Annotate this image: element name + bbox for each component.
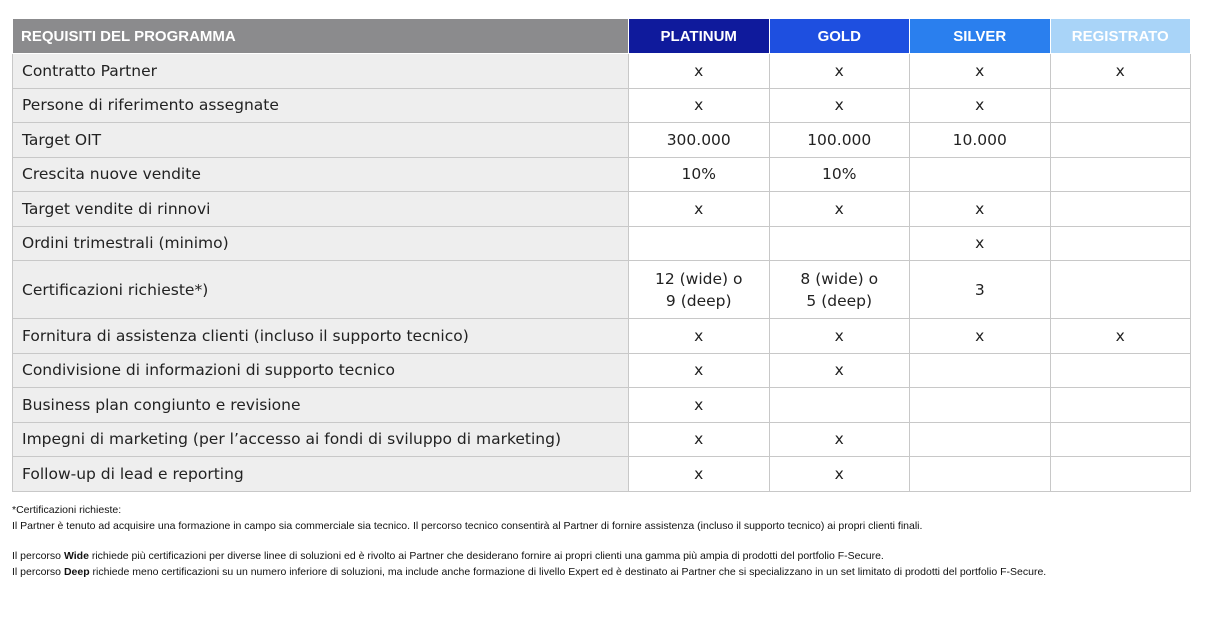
row-label: Business plan congiunto e revisione <box>13 388 629 423</box>
wide-prefix: Il percorso <box>12 550 64 562</box>
cell-line: 12 (wide) o <box>654 269 743 288</box>
table-row <box>13 192 1191 227</box>
cell-gold: x <box>769 457 910 492</box>
cell-registrato: x <box>1050 319 1191 354</box>
wide-word: Wide <box>63 550 89 562</box>
cell-platinum <box>629 226 770 261</box>
cell-silver: 10.000 <box>910 123 1051 158</box>
cell-silver: 3 <box>910 261 1051 319</box>
cell-platinum: x <box>629 88 770 123</box>
cell-registrato <box>1050 157 1191 192</box>
footnote-wide <box>12 549 1192 565</box>
cell-platinum: x <box>629 353 770 388</box>
footnotes <box>12 503 1192 580</box>
table-row <box>13 226 1191 261</box>
header-platinum: PLATINUM <box>629 19 770 54</box>
footnote-line: Il Partner è tenuto ad acquisire una formazione in campo sia commerciale sia tecnico. Il percorso tecnico consentirà al Partner di fornire assistenza (incluso il supporto tecnico) ai propri clienti finali. <box>12 519 923 532</box>
header-gold: GOLD <box>769 19 910 54</box>
table-row <box>13 123 1191 158</box>
row-label: Condivisione di informazioni di supporto tecnico <box>13 353 629 388</box>
cell-platinum: 300.000 <box>629 123 770 158</box>
cell-gold: x <box>769 54 910 89</box>
cell-silver: x <box>910 319 1051 354</box>
cell-gold: x <box>769 422 910 457</box>
cell-platinum: x <box>629 319 770 354</box>
deep-prefix: Il percorso <box>12 565 64 578</box>
row-label: Contratto Partner <box>13 54 629 89</box>
cell-silver <box>910 457 1051 492</box>
cell-gold: x <box>769 88 910 123</box>
cell-registrato <box>1050 123 1191 158</box>
table-row <box>13 88 1191 123</box>
cell-platinum: x <box>629 457 770 492</box>
table-row <box>13 157 1191 192</box>
cell-silver <box>910 157 1051 192</box>
row-label: Impegni di marketing (per l’accesso ai fondi di sviluppo di marketing) <box>13 422 629 457</box>
wide-rest: richiede più certificazioni per diverse linee di soluzioni ed è rivolto ai Partner che desiderano fornire ai propri clienti una gamma più ampia di prodotti del portfolio F-Secure. <box>88 550 884 562</box>
cell-gold: x <box>769 192 910 227</box>
cell-gold <box>769 261 910 319</box>
cell-registrato <box>1050 226 1191 261</box>
cell-registrato: x <box>1050 54 1191 89</box>
deep-word: Deep <box>63 565 90 578</box>
row-label: Certificazioni richieste*) <box>13 261 629 319</box>
cell-gold: 100.000 <box>769 123 910 158</box>
deep-rest: richiede meno certificazioni su un numero inferiore di soluzioni, ma include anche formazione di livello Expert ed è destinato ai Partner che si specializzano in un set limitato di prodotti del portfolio F-Secure. <box>89 565 1047 578</box>
table-row <box>13 457 1191 492</box>
row-label: Persone di riferimento assegnate <box>13 88 629 123</box>
cell-registrato <box>1050 261 1191 319</box>
table-row <box>13 261 1191 319</box>
row-label: Fornitura di assistenza clienti (incluso il supporto tecnico) <box>13 319 629 354</box>
cell-registrato <box>1050 192 1191 227</box>
row-label: Target OIT <box>13 123 629 158</box>
cell-gold <box>769 226 910 261</box>
cell-registrato <box>1050 353 1191 388</box>
footnote-deep <box>12 565 1192 581</box>
cell-platinum: x <box>629 192 770 227</box>
cell-silver: x <box>910 88 1051 123</box>
table-row <box>13 422 1191 457</box>
table-row <box>13 54 1191 89</box>
cell-silver <box>910 388 1051 423</box>
row-label: Crescita nuove vendite <box>13 157 629 192</box>
header-silver: SILVER <box>910 19 1051 54</box>
spacer <box>12 534 1192 549</box>
cell-gold: x <box>769 353 910 388</box>
cell-platinum: x <box>629 422 770 457</box>
header-registrato: REGISTRATO <box>1050 19 1191 54</box>
cell-platinum: 10% <box>629 157 770 192</box>
cell-gold <box>769 388 910 423</box>
header-requirements: REQUISITI DEL PROGRAMMA <box>13 19 629 54</box>
cell-platinum: x <box>629 54 770 89</box>
cell-line: 5 (deep) <box>806 291 873 310</box>
cell-gold: 10% <box>769 157 910 192</box>
table-row <box>13 319 1191 354</box>
cell-gold: x <box>769 319 910 354</box>
cell-silver <box>910 353 1051 388</box>
cell-registrato <box>1050 457 1191 492</box>
cell-registrato <box>1050 422 1191 457</box>
cell-line: 9 (deep) <box>665 291 732 310</box>
row-label: Target vendite di rinnovi <box>13 192 629 227</box>
cell-silver: x <box>910 192 1051 227</box>
cell-silver: x <box>910 54 1051 89</box>
table-row <box>13 388 1191 423</box>
cell-platinum: x <box>629 388 770 423</box>
cell-silver <box>910 422 1051 457</box>
footnote-title: *Certificazioni richieste: <box>12 504 122 516</box>
cell-registrato <box>1050 88 1191 123</box>
program-requirements-table <box>12 18 1191 492</box>
cell-silver: x <box>910 226 1051 261</box>
cell-platinum <box>629 261 770 319</box>
table-row <box>13 353 1191 388</box>
cell-registrato <box>1050 388 1191 423</box>
cell-line: 8 (wide) o <box>800 269 879 288</box>
table-header-row <box>13 19 1191 54</box>
row-label: Follow-up di lead e reporting <box>13 457 629 492</box>
row-label: Ordini trimestrali (minimo) <box>13 226 629 261</box>
